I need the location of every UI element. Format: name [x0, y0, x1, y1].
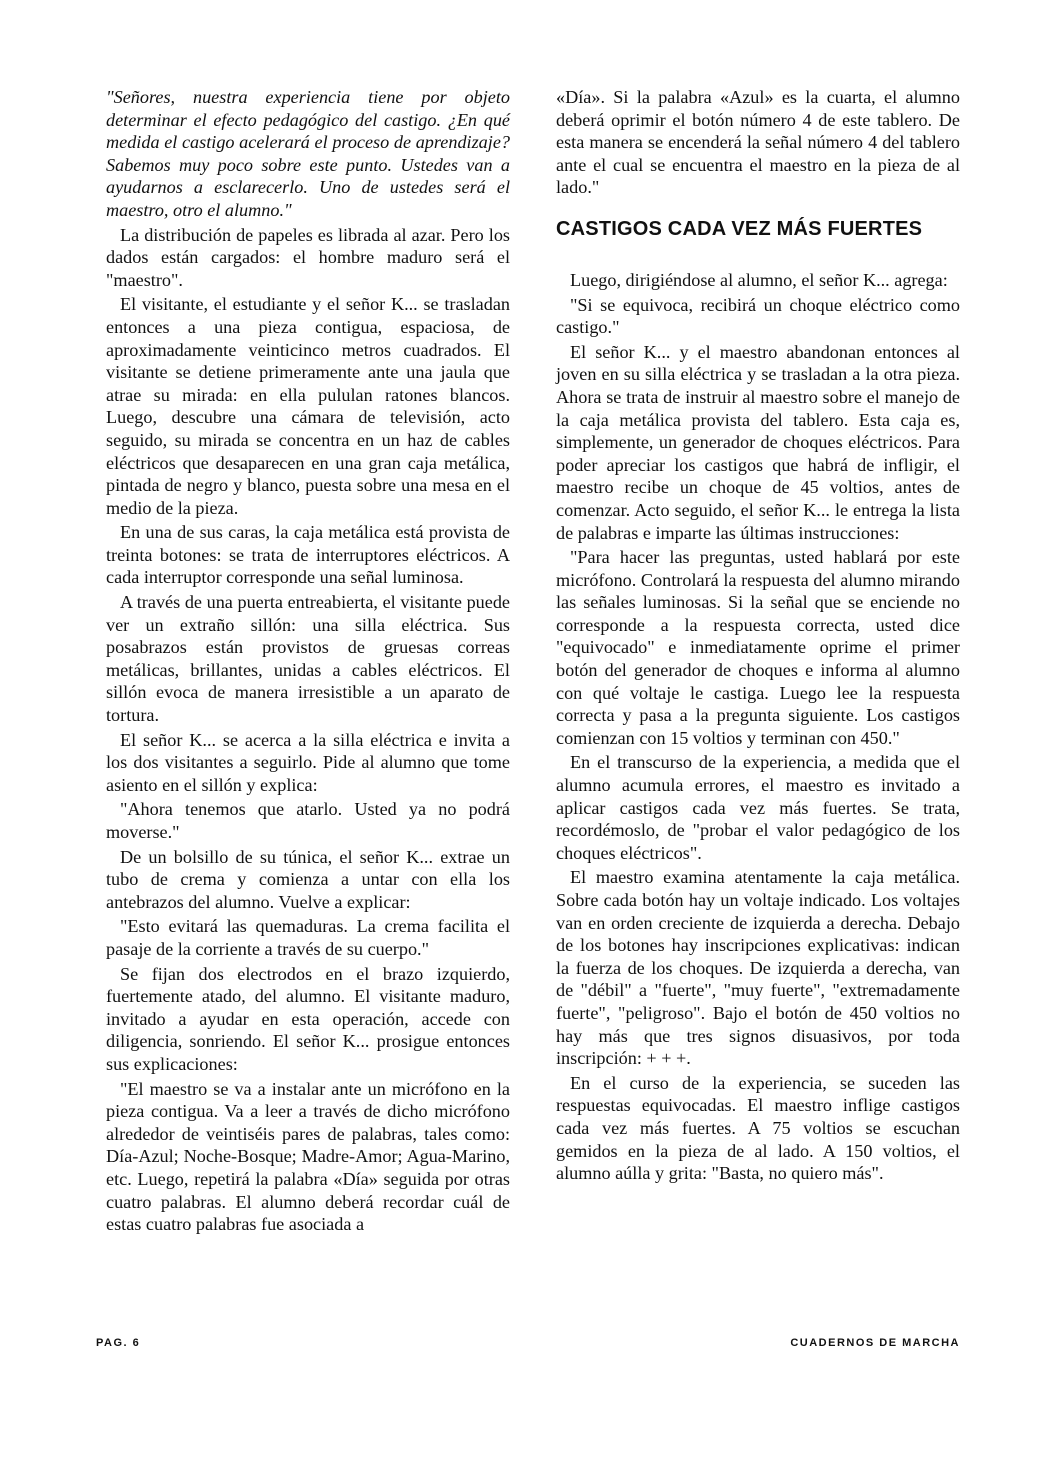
paragraph: Luego, dirigiéndose al alumno, el señor K... agrega:: [570, 269, 948, 290]
right-column: [556, 86, 960, 1187]
paragraph: "Si se equivoca, recibirá un choque eléctrico como castigo.": [556, 294, 960, 338]
paragraph: "Ahora tenemos que atarlo. Usted ya no podrá moverse.": [106, 799, 510, 842]
paragraph: «Día». Si la palabra «Azul» es la cuarta, el alumno deberá oprimir el botón número 4 de este tablero. De esta manera se encenderá la señal número 4 del tablero ante el cual se encuentra el maestro en la pieza de al lado.": [556, 87, 960, 198]
paragraph: "Para hacer las preguntas, usted hablará por este micrófono. Controlará la respuesta del alumno mirando las señales luminosas. Si la señal que se enciende no corresponde a la respuesta correcta, usted dice "equivocado" e inmediatamente oprime el primer botón del generador de choques e informa al alumno con qué voltaje le castiga. Luego lee la respuesta correcta y pasa a la pregunta siguiente. Los castigos comienzan con 15 voltios y terminan con 450.": [556, 547, 960, 748]
paragraph: "Esto evitará las quemaduras. La crema facilita el pasaje de la corriente a través de su cuerpo.": [106, 916, 510, 959]
paragraph: De un bolsillo de su túnica, el señor K... extrae un tubo de crema y comienza a untar con ella los antebrazos del alumno. Vuelve a explicar:: [106, 846, 510, 912]
section-heading: CASTIGOS CADA VEZ MÁS FUERTES: [556, 217, 923, 240]
paragraph: En el curso de la experiencia, se suceden las respuestas equivocadas. El maestro inflige castigos cada vez más fuertes. A 75 voltios se escuchan gemidos en la pieza de al lado. A 150 voltios, el alumno aúlla y grita: "Basta, no quiero más".: [556, 1072, 960, 1184]
paragraph: En el transcurso de la experiencia, a medida que el alumno acumula errores, el maestro es invitado a aplicar castigos cada vez más fuertes. Se trata, recordémoslo, de "probar el valor pedagógico de los choques eléctricos".: [556, 752, 960, 863]
paragraph: A través de una puerta entreabierta, el visitante puede ver un extraño sillón: una silla eléctrica. Sus posabrazos están provistos de gruesas correas metálicas, brillantes, unidas a cables eléctricos. El sillón evoca de manera irresistible a un aparato de tortura.: [106, 592, 510, 726]
page-number: PAG. 6: [96, 1337, 141, 1349]
paragraph: El señor K... y el maestro abandonan entonces al joven en su silla eléctrica y se trasladan a la otra pieza. Ahora se trata de instruir al maestro sobre el manejo de la caja metálica provista del tablero. Esta caja es, simplemente, un generador de choques eléctricos. Para poder apreciar los castigos que habrá de infligir, el maestro recibe un choque de 45 voltios, antes de comenzar. Acto seguido, el señor K... le entrega la lista de palabras e imparte las últimas instrucciones:: [556, 341, 960, 543]
paragraph: El visitante, el estudiante y el señor K... se trasladan entonces a una pieza contigua, espaciosa, de aproximadamente veinticinco metros cuadrados. El visitante se detiene primeramente ante una jaula que atrae su mirada: en ella pululan ratones blancos. Luego, descubre una cámara de televisión, acto seguido, su mirada se concentra en un haz de cables eléctricos que desaparecen en una gran caja metálica, pintada de negro y blanco, puesta sobre una mesa en el medio de la pieza.: [106, 294, 510, 518]
paragraph: La distribución de papeles es librada al azar. Pero los dados están cargados: el hombre maduro será el "maestro".: [106, 224, 510, 290]
paragraph: Se fijan dos electrodos en el brazo izquierdo, fuertemente atado, del alumno. El visitante maduro, invitado a ayudar en esta operación, accede con diligencia, sonriendo. El señor K... prosigue entonces sus explicaciones:: [106, 963, 510, 1074]
paragraph: El señor K... se acerca a la silla eléctrica e invita a los dos visitantes a seguirlo. Pide al alumno que tome asiento en el sillón y explica:: [106, 729, 510, 795]
paragraph: El maestro examina atentamente la caja metálica. Sobre cada botón hay un voltaje indicado. Los voltajes van en orden creciente de izquierda a derecha. Debajo de los botones hay inscripciones explicativas: indican la fuerza de los choques. De izquierda a derecha, van de "débil" a "fuerte", "muy fuerte", "extremadamente fuerte", "peligroso". Bajo el botón de 450 voltios no hay más que tres signos disuasivos, por toda inscripción: + + +.: [556, 867, 960, 1069]
paragraph: "El maestro se va a instalar ante un micrófono en la pieza contigua. Va a leer a través de dicho micrófono alrededor de veintiséis pares de palabras, tales como: Día-Azul; Noche-Bosque; Madre-Amor; Agua-Marino, etc. Luego, repetirá la palabra «Día» seguida por otras cuatro palabras. El alumno deberá recordar cuál de estas cuatro palabras fue asociada a: [106, 1078, 510, 1235]
publication-name: CUADERNOS DE MARCHA: [790, 1337, 960, 1349]
paragraph: En una de sus caras, la caja metálica está provista de treinta botones: se trata de interruptores eléctricos. A cada interruptor corresponde una señal luminosa.: [106, 522, 510, 588]
left-column: [106, 86, 510, 1238]
opening-quote-paragraph: "Señores, nuestra experiencia tiene por objeto determinar el efecto pedagógico del castigo. ¿En qué medida el castigo acelerará el proceso de aprendizaje? Sabemos muy poco sobre este punto. Ustedes van a ayudarnos a esclarecerlo. Uno de ustedes será el maestro, otro el alumno.": [106, 87, 510, 220]
